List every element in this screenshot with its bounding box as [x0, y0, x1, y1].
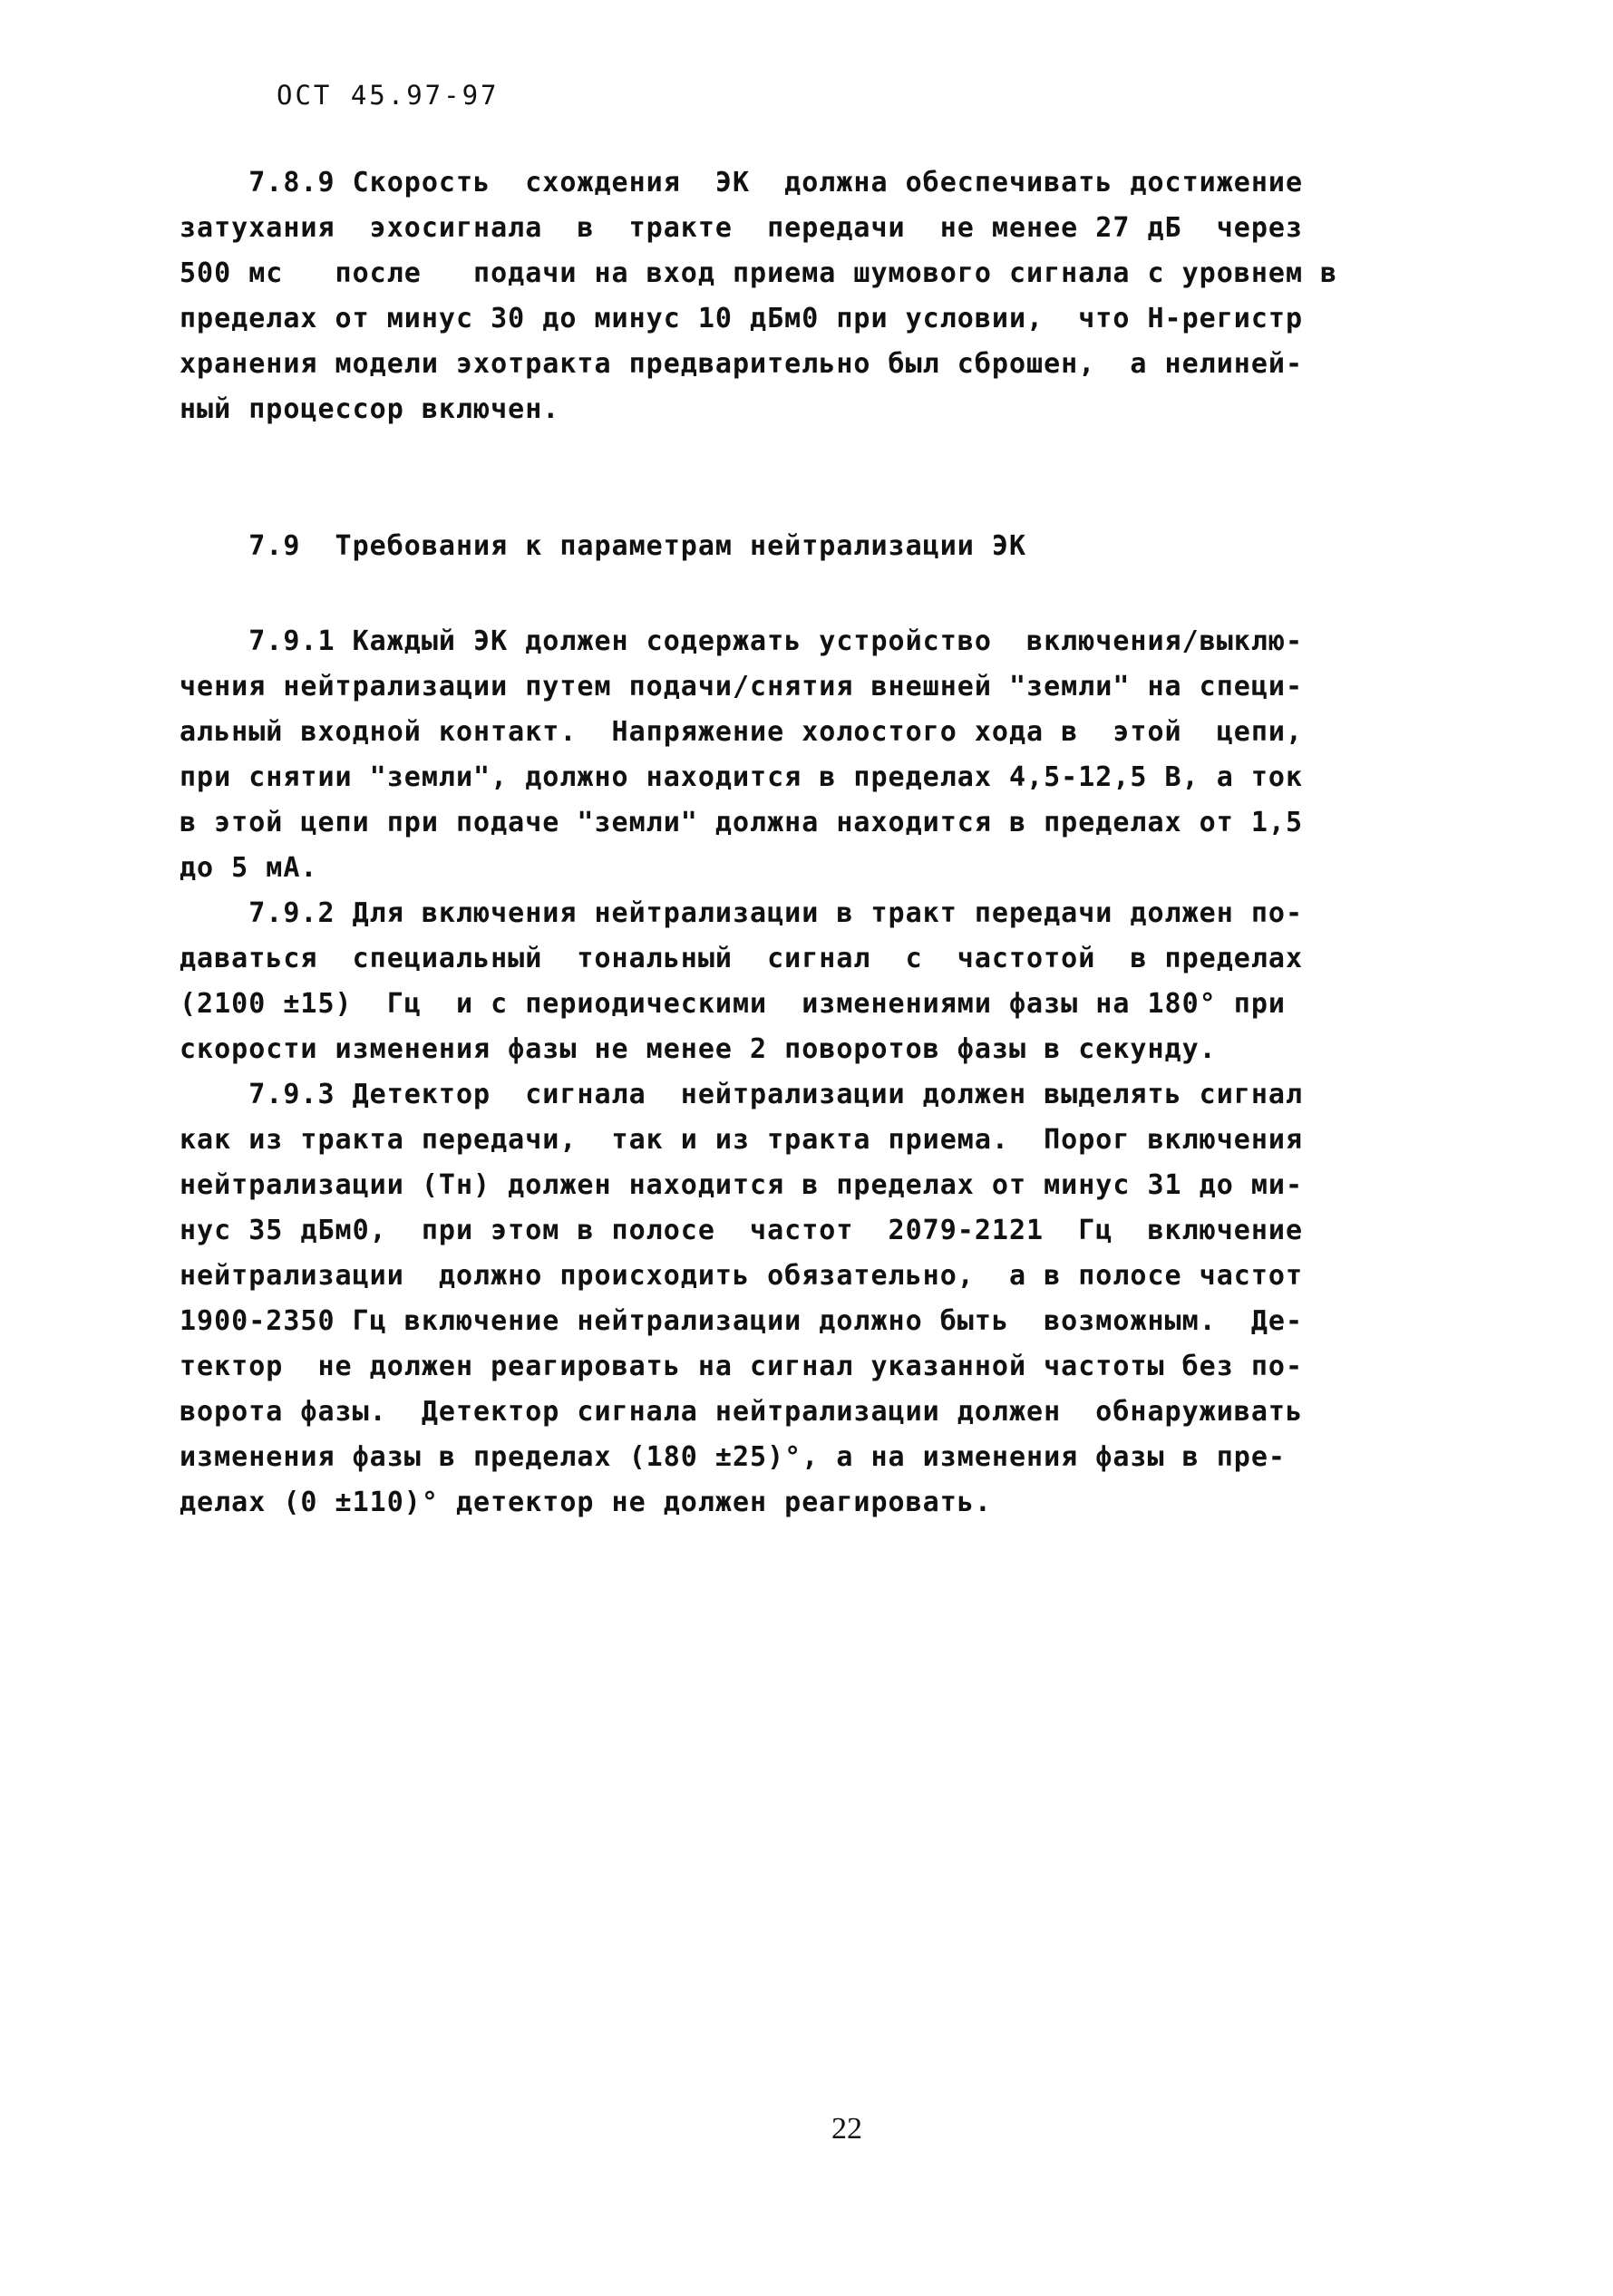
text-line: 7.9.1 Каждый ЭК должен содержать устройство включения/выклю-	[180, 625, 1303, 657]
text-line: делах (0 ±110)° детектор не должен реагировать.	[180, 1487, 992, 1518]
text-line: изменения фазы в пределах (180 ±25)°, а на изменения фазы в пре-	[180, 1441, 1286, 1473]
text-line: тектор не должен реагировать на сигнал указанной частоты без по-	[180, 1351, 1303, 1382]
text-line: 7.8.9 Скорость схождения ЭК должна обеспечивать достижение	[180, 167, 1303, 199]
text-line: 7.9.2 Для включения нейтрализации в тракт передачи должен по-	[180, 897, 1303, 929]
text-line: нейтрализации (Тн) должен находится в пределах от минус 31 до ми-	[180, 1169, 1303, 1201]
text-line: при снятии "земли", должно находится в пределах 4,5-12,5 В, а ток	[180, 761, 1303, 793]
text-line: чения нейтрализации путем подачи/снятия внешней "земли" на специ-	[180, 671, 1303, 702]
text-line: 1900-2350 Гц включение нейтрализации должно быть возможным. Де-	[180, 1305, 1303, 1337]
document-code: ОСТ 45.97-97	[277, 80, 500, 111]
text-line: (2100 ±15) Гц и с периодическими изменениями фазы на 180° при	[180, 988, 1286, 1020]
text-line: 500 мс после подачи на вход приема шумового сигнала с уровнем в	[180, 257, 1338, 289]
text-line: до 5 мА.	[180, 852, 318, 884]
page-number: 22	[831, 2112, 862, 2146]
text-line: даваться специальный тональный сигнал с частотой в пределах	[180, 943, 1303, 974]
text-line: пределах от минус 30 до минус 10 дБм0 при условии, что Н-регистр	[180, 303, 1303, 334]
text-line: альный входной контакт. Напряжение холостого хода в этой цепи,	[180, 716, 1303, 748]
text-line: нейтрализации должно происходить обязательно, а в полосе частот	[180, 1260, 1303, 1292]
text-line: ный процессор включен.	[180, 393, 560, 425]
text-line: в этой цепи при подаче "земли" должна находится в пределах от 1,5	[180, 807, 1303, 838]
section-heading: 7.9 Требования к параметрам нейтрализации ЭК	[180, 530, 1027, 562]
text-line: затухания эхосигнала в тракте передачи не менее 27 дБ через	[180, 212, 1303, 244]
text-line: 7.9.3 Детектор сигнала нейтрализации должен выделять сигнал	[180, 1079, 1303, 1110]
text-line: ворота фазы. Детектор сигнала нейтрализации должен обнаруживать	[180, 1396, 1303, 1428]
text-line: как из тракта передачи, так и из тракта приема. Порог включения	[180, 1124, 1303, 1156]
text-line: нус 35 дБм0, при этом в полосе частот 2079-2121 Гц включение	[180, 1215, 1303, 1246]
text-line: скорости изменения фазы не менее 2 поворотов фазы в секунду.	[180, 1033, 1217, 1065]
text-line: хранения модели эхотракта предварительно был сброшен, а нелиней-	[180, 348, 1303, 380]
